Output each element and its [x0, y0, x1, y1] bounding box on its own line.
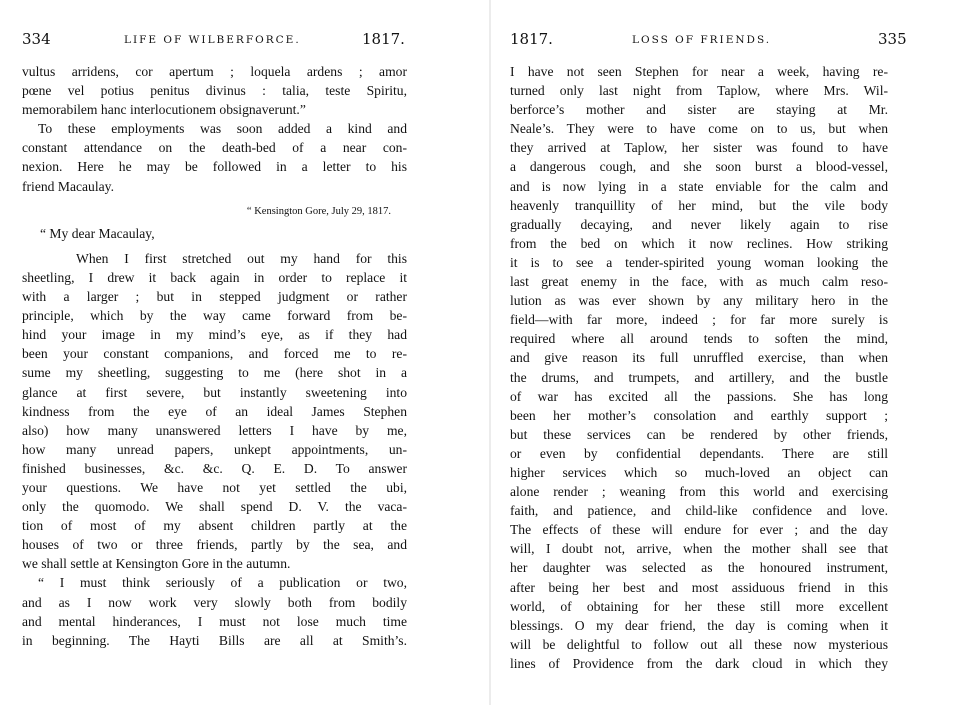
- text-line: after being her best and most assiduous friend in this: [510, 579, 888, 595]
- text-line: they arrived at Taplow, her sister was found to have: [510, 140, 888, 156]
- text-line: we shall settle at Kensington Gore in the autumn.: [22, 556, 291, 572]
- text-line: heavenly tranquillity of her mind, but the vile body: [510, 197, 888, 213]
- text-line: blessings. O my dear friend, the day is coming when it: [510, 617, 888, 633]
- text-line: kindness from the eye of an ideal James Stephen: [22, 403, 407, 419]
- text-line: your questions. We have not yet settled the ubi,: [22, 479, 407, 495]
- running-head: LOSS OF FRIENDS.: [632, 34, 772, 46]
- left-page-body: [22, 62, 407, 650]
- text-line: will be delightful to follow out all these now mysterious: [510, 636, 888, 652]
- text-line: lines of Providence from the dark cloud in which they: [510, 655, 888, 671]
- page-number: 335: [878, 30, 907, 48]
- left-page-header: [22, 30, 422, 52]
- text-line: and as I now work very slowly both from bodily: [22, 594, 407, 610]
- text-line: world, of obtaining for her these still more excellent: [510, 598, 888, 614]
- text-line: When I first stretched out my hand for this: [76, 250, 407, 266]
- text-line: only the quomodo. We shall spend D. V. the vaca-: [22, 499, 407, 515]
- text-line: finished businesses, &c. &c. Q. E. D. To answer: [22, 460, 407, 476]
- text-line: lution as was ever shown by any military hero in the: [510, 293, 888, 309]
- text-line: the drums, and trumpets, and artillery, and the bustle: [510, 369, 888, 385]
- header-year: 1817.: [362, 30, 405, 48]
- letter-greeting: “ My dear Macaulay,: [40, 225, 155, 241]
- right-page: [490, 0, 980, 705]
- text-line: houses of two or three friends, partly by the sea, and: [22, 537, 407, 553]
- text-line: faith, and patience, and child-like confidence and love.: [510, 503, 888, 519]
- text-line: pœne vel potius penitus divinus : talia, teste Spiritu,: [22, 83, 407, 99]
- text-line: sheetling, I drew it back again in order to replace it: [22, 269, 407, 285]
- right-page-header: [510, 30, 910, 52]
- text-line: hind your image in my mind’s eye, as if they had: [22, 327, 407, 343]
- text-line: tion of most of my absent children partly at the: [22, 518, 407, 534]
- text-line: nexion. Here he may be followed in a letter to his: [22, 159, 407, 175]
- text-line: also) how many unanswered letters I have by me,: [22, 422, 407, 438]
- text-line: field—with far more, indeed ; for far more surely is: [510, 312, 888, 328]
- text-line: friend Macaulay.: [22, 178, 114, 194]
- text-line: of war has excited all the passions. She has long: [510, 388, 888, 404]
- text-line: glance at first severe, but instantly sweetening into: [22, 384, 407, 400]
- text-line: berforce’s mother and sister are staying at Mr.: [510, 102, 888, 118]
- text-line: I have not seen Stephen for near a week, having re-: [510, 64, 888, 79]
- text-line: will, I doubt not, arrive, when the mother shall see that: [510, 541, 888, 557]
- text-line: principle, which by the way came forward from be-: [22, 308, 407, 324]
- text-line: but these services can be rendered by other friends,: [510, 426, 888, 442]
- text-line: been her mother’s consolation and earthly support ;: [510, 407, 888, 423]
- text-line: memorabilem hanc interlocutionem obsignaverunt.”: [22, 102, 306, 118]
- text-line: or even by confidential dependants. There are still: [510, 445, 888, 461]
- text-line: sume my sheetling, suggesting to me (here shot in a: [22, 365, 407, 381]
- text-line: last great enemy in the face, with as much calm reso-: [510, 274, 888, 290]
- text-line: how many unread papers, unkept appointments, un-: [22, 441, 407, 457]
- text-line: To these employments was soon added a kind and: [38, 121, 407, 137]
- text-line: alone render ; weaning from this world and exercising: [510, 484, 888, 500]
- text-line: and give reason its full unruffled exercise, than when: [510, 350, 888, 366]
- text-line: required where all around tends to soften the mind,: [510, 331, 888, 347]
- text-line: higher services which so much-loved an object can: [510, 464, 888, 480]
- text-line: and mental hinderances, I must not lose much time: [22, 613, 407, 629]
- page-number: 334: [22, 30, 51, 48]
- text-line: with a larger ; but in stepped judgment or rather: [22, 289, 407, 305]
- text-line: from the bed on which it now reclines. How striking: [510, 235, 888, 251]
- text-line: it is to see a tender-spirited young woman looking the: [510, 254, 888, 270]
- text-line: constant attendance on the death-bed of a near con-: [22, 140, 407, 156]
- text-line: vultus arridens, cor apertum ; loquela ardens ; amor: [22, 64, 407, 79]
- text-line: in beginning. The Hayti Bills are all at Smith’s.: [22, 632, 407, 648]
- running-head: LIFE OF WILBERFORCE.: [124, 34, 301, 46]
- right-page-body: [510, 62, 888, 673]
- text-line: The effects of these will endure for ever ; and the day: [510, 522, 888, 538]
- text-line: Neale’s. They were to have come on to us, but when: [510, 121, 888, 137]
- text-line: gradually decaying, and never likely again to rise: [510, 216, 888, 232]
- letter-dateline: “ Kensington Gore, July 29, 1817.: [246, 205, 391, 217]
- text-line: and is now lying in a state enviable for the calm and: [510, 178, 888, 194]
- text-line: a dangerous cough, and she soon burst a blood-vessel,: [510, 159, 888, 175]
- text-line: her daughter was selected as the honoured instrument,: [510, 560, 888, 576]
- text-line: been your constant companions, and forced me to re-: [22, 346, 407, 362]
- text-line: “ I must think seriously of a publication or two,: [38, 575, 407, 591]
- header-year: 1817.: [510, 30, 553, 48]
- text-line: turned only last night from Taplow, where Mrs. Wil-: [510, 83, 888, 99]
